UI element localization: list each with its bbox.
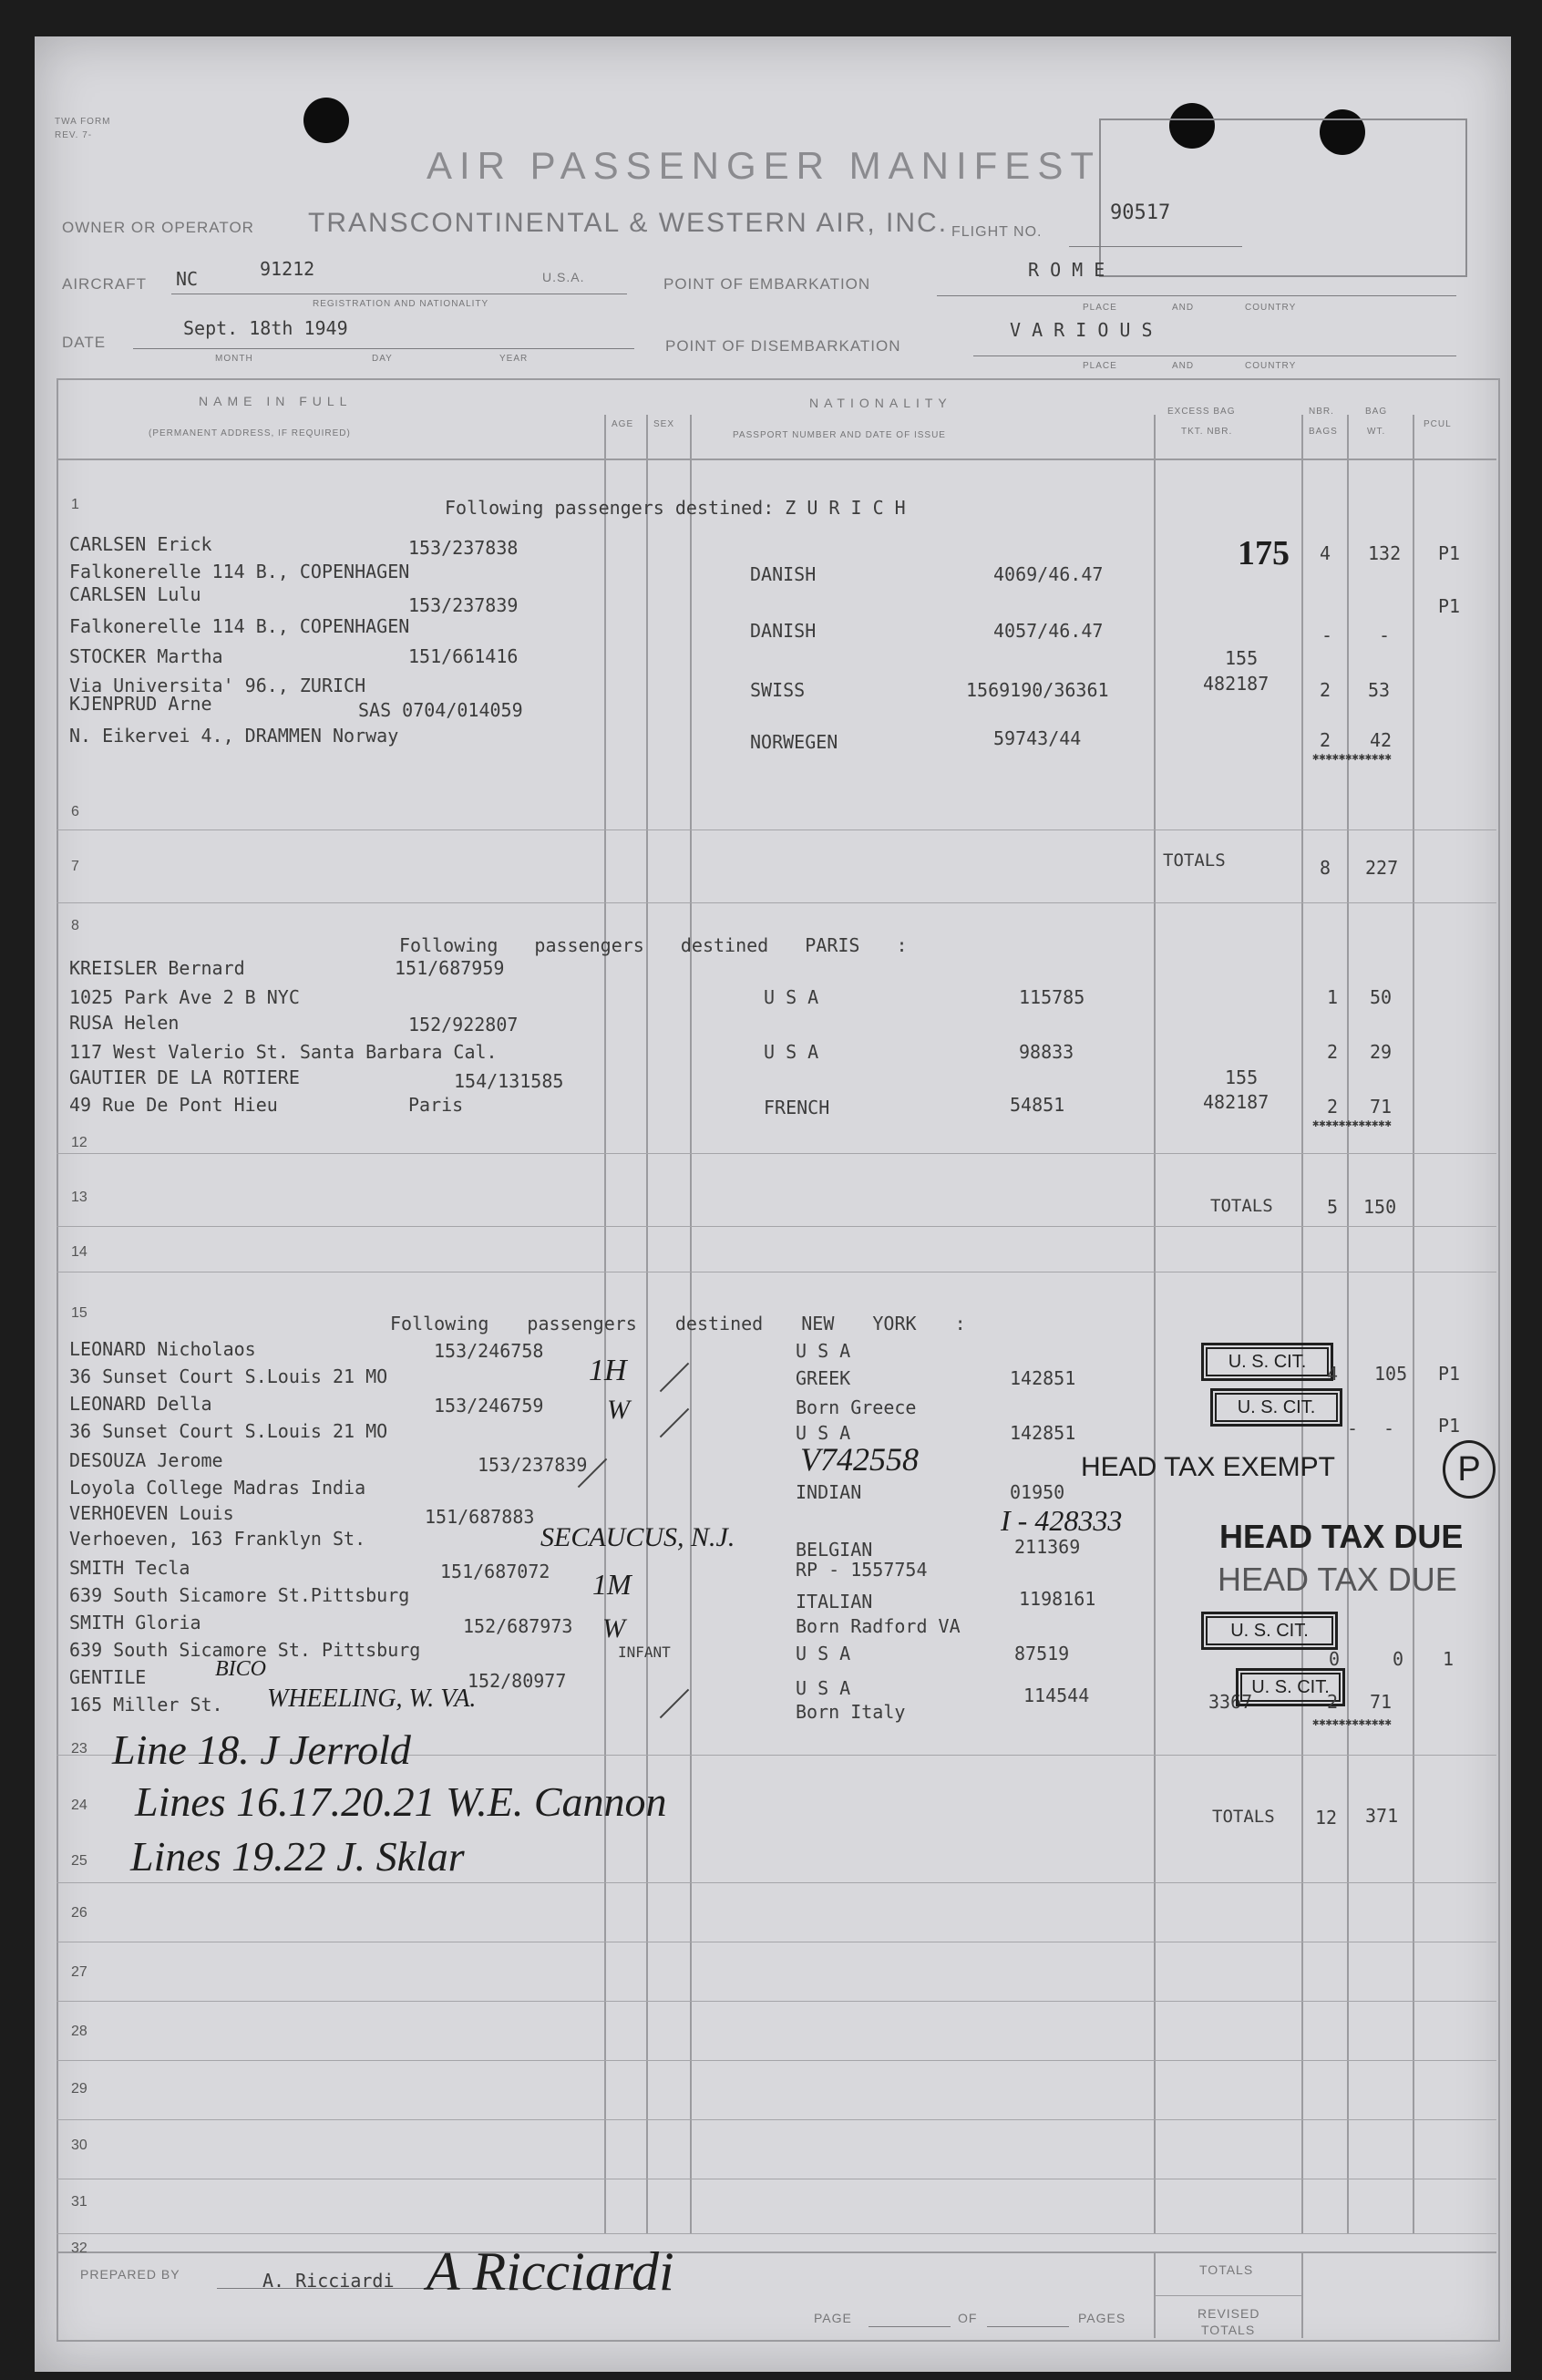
ticket-number: 151/687072	[440, 1561, 550, 1582]
day-label: DAY	[372, 354, 393, 364]
col-header-name-sub: (PERMANENT ADDRESS, IF REQUIRED)	[149, 428, 351, 438]
passenger-name: GAUTIER DE LA ROTIERE	[69, 1066, 300, 1088]
newyork-heading: Following passengers destined NEW YORK :	[390, 1313, 966, 1334]
line-number: 32	[71, 2241, 87, 2256]
line-number: 28	[71, 2024, 87, 2039]
line-number: 6	[71, 804, 79, 819]
nationality: Born Italy	[796, 1701, 906, 1723]
col-header-name: NAME IN FULL	[199, 394, 353, 408]
row-rule	[57, 1153, 1496, 1154]
star-separator: ✱✱✱✱✱✱✱✱✱✱✱✱	[1312, 1715, 1392, 1728]
totals-weight: 371	[1365, 1805, 1399, 1827]
nationality: U S A	[796, 1677, 851, 1699]
handwritten-mark: 1M	[592, 1568, 632, 1601]
handwritten-passport: I - 428333	[1001, 1504, 1123, 1537]
line-number: 15	[71, 1305, 87, 1321]
ticket-number: 153/237839	[478, 1454, 588, 1476]
date-value: Sept. 18th 1949	[183, 317, 348, 339]
totals-weight: 227	[1365, 857, 1399, 879]
passport-number: 98833	[1019, 1041, 1074, 1063]
nationality: U S A	[764, 986, 819, 1008]
passenger-address: 49 Rue De Pont Hieu	[69, 1094, 278, 1116]
line-number: 26	[71, 1905, 87, 1921]
prepared-by-label: PREPARED BY	[80, 2267, 180, 2282]
nationality: FRENCH	[764, 1097, 830, 1118]
bag-weight: 29	[1370, 1041, 1393, 1063]
flight-box	[1099, 118, 1467, 277]
passenger-address: 165 Miller St.	[69, 1694, 223, 1715]
line-number: 29	[71, 2081, 87, 2097]
bag-count: 0	[1329, 1648, 1341, 1670]
passenger-name: KREISLER Bernard	[69, 957, 245, 979]
of-underline	[987, 2326, 1069, 2327]
totals-bags: 5	[1327, 1196, 1339, 1218]
handwritten-city: SECAUCUS, N.J.	[540, 1522, 735, 1552]
footer-line	[57, 2251, 1496, 2253]
head-tax-due-stamp: HEAD TAX DUE	[1218, 1561, 1457, 1598]
disembark-underline	[973, 355, 1456, 356]
handwritten-mark: W	[607, 1395, 630, 1425]
ticket-number: SAS 0704/014059	[358, 699, 523, 721]
nationality: ITALIAN	[796, 1591, 873, 1612]
nationality: DANISH	[750, 563, 817, 585]
line-number: 24	[71, 1798, 87, 1813]
bag-count: 2	[1320, 679, 1331, 701]
pcul-code: P1	[1438, 1415, 1461, 1437]
col-rule	[1154, 415, 1156, 2233]
excess-bag-number: 155	[1225, 647, 1259, 669]
disembark-label: POINT OF DISEMBARKATION	[665, 337, 901, 355]
handwritten-note: Lines 16.17.20.21 W.E. Cannon	[135, 1778, 667, 1825]
ticket-number: 151/661416	[408, 645, 519, 667]
handwritten-note: Lines 19.22 J. Sklar	[130, 1833, 465, 1880]
passenger-name: CARLSEN Erick	[69, 533, 212, 555]
owner-value: TRANSCONTINENTAL & WESTERN AIR, INC.	[308, 208, 949, 238]
disembark-place: PLACE	[1083, 361, 1117, 371]
revised-label: REVISED	[1198, 2306, 1260, 2321]
disembark-country: COUNTRY	[1245, 361, 1297, 371]
line-number: 13	[71, 1190, 87, 1205]
page-underline	[869, 2326, 951, 2327]
handwritten-mark: 1H	[589, 1354, 627, 1387]
bag-count: 1	[1327, 986, 1339, 1008]
excess-bag-number: 175	[1238, 534, 1290, 572]
passenger-name: DESOUZA Jerome	[69, 1449, 223, 1471]
line-number: 30	[71, 2138, 87, 2153]
passport-number: 142851	[1010, 1422, 1076, 1444]
passenger-address: 36 Sunset Court S.Louis 21 MO	[69, 1365, 388, 1387]
nationality: U S A	[796, 1643, 851, 1664]
zurich-heading: Following passengers destined: Z U R I C H	[445, 497, 906, 519]
line-number: 1	[71, 497, 79, 512]
col-header-excess-1: EXCESS BAG	[1167, 407, 1236, 417]
aircraft-nationality: U.S.A.	[542, 270, 585, 284]
col-header-pcul: PCUL	[1424, 419, 1452, 429]
date-underline	[133, 348, 634, 349]
embark-place: PLACE	[1083, 303, 1117, 313]
passport-number: 1198161	[1019, 1588, 1096, 1610]
flight-underline	[1069, 246, 1242, 247]
bag-count: -	[1347, 1417, 1359, 1439]
passenger-name: VERHOEVEN Louis	[69, 1502, 234, 1524]
line-number: 31	[71, 2194, 87, 2210]
us-citizen-stamp: U. S. CIT.	[1201, 1612, 1338, 1650]
passport-number: 4057/46.47	[993, 620, 1104, 642]
embark-country: COUNTRY	[1245, 303, 1297, 313]
line-number: 23	[71, 1741, 87, 1757]
bag-weight: 0	[1393, 1648, 1404, 1670]
aircraft-reg: NC	[176, 268, 199, 290]
handwritten-first-name: BICO	[215, 1657, 266, 1681]
ticket-number: 152/80977	[468, 1670, 567, 1692]
row-rule	[57, 2060, 1496, 2061]
ticket-number: 153/246758	[434, 1340, 544, 1362]
year-label: YEAR	[499, 354, 529, 364]
bag-weight: -	[1383, 1417, 1395, 1439]
head-tax-exempt-stamp: HEAD TAX EXEMPT	[1081, 1452, 1335, 1482]
star-separator: ✱✱✱✱✱✱✱✱✱✱✱✱	[1312, 750, 1392, 763]
embark-and: AND	[1172, 303, 1195, 313]
col-header-age: AGE	[612, 419, 634, 429]
nationality: DANISH	[750, 620, 817, 642]
passport-number: 4069/46.47	[993, 563, 1104, 585]
pages-label: PAGES	[1078, 2311, 1126, 2325]
footer-line	[1154, 2295, 1301, 2296]
col-rule	[1301, 2251, 1303, 2338]
head-tax-due-stamp: HEAD TAX DUE	[1219, 1518, 1464, 1555]
col-header-wt-2: WT.	[1367, 427, 1386, 437]
footer-totals-label: TOTALS	[1199, 2262, 1254, 2277]
passenger-name: SMITH Tecla	[69, 1557, 190, 1579]
bag-weight: 132	[1368, 542, 1402, 564]
line-number: 25	[71, 1853, 87, 1869]
embark-underline	[937, 295, 1456, 296]
line-number: 27	[71, 1964, 87, 1980]
bag-count: 4	[1327, 1363, 1339, 1385]
row-rule	[57, 1882, 1496, 1883]
bag-weight: 42	[1370, 729, 1393, 751]
bag-weight: 71	[1370, 1096, 1393, 1118]
passport-number: 115785	[1019, 986, 1085, 1008]
manifest-title: AIR PASSENGER MANIFEST	[427, 144, 1101, 187]
passport-number: 1569190/36361	[966, 679, 1109, 701]
aircraft-number: 91212	[260, 258, 315, 280]
pcul-code: P1	[1438, 542, 1461, 564]
us-citizen-stamp: U. S. CIT.	[1236, 1668, 1345, 1706]
nationality: Born Greece	[796, 1396, 917, 1418]
totals-label: TOTALS	[1210, 1196, 1273, 1216]
bag-count: 2	[1327, 1041, 1339, 1063]
excess-bag-number: 155	[1225, 1066, 1259, 1088]
ticket-number: 152/687973	[463, 1615, 573, 1637]
passenger-address: 1025 Park Ave 2 B NYC	[69, 986, 300, 1008]
totals-bags: 8	[1320, 857, 1331, 879]
form-code: TWA FORM	[55, 117, 111, 127]
handwritten-note: Line 18. J Jerrold	[112, 1726, 411, 1773]
passenger-address: N. Eikervei 4., DRAMMEN Norway	[69, 725, 399, 747]
passenger-name: KJENPRUD Arne	[69, 693, 212, 715]
month-label: MONTH	[215, 354, 253, 364]
punch-hole	[303, 98, 349, 143]
embark-value: R O M E	[1028, 259, 1105, 281]
handwritten-passport: V742558	[800, 1441, 919, 1478]
nationality: U S A	[764, 1041, 819, 1063]
p-circle-stamp: P	[1443, 1440, 1496, 1499]
passenger-name: LEONARD Della	[69, 1393, 212, 1415]
passenger-address: 639 South Sicamore St. Pittsburg	[69, 1639, 421, 1661]
bag-weight: 71	[1370, 1691, 1393, 1713]
col-rule	[1347, 415, 1349, 2233]
totals-label: TOTALS	[1163, 850, 1226, 871]
excess-bag-number: 482187	[1203, 673, 1270, 695]
disembark-and: AND	[1172, 361, 1195, 371]
passenger-address: Via Universita' 96., ZURICH	[69, 675, 366, 696]
nationality: Born Radford VA	[796, 1615, 961, 1637]
preparer-signature: A Ricciardi	[427, 2241, 674, 2302]
row-rule	[57, 2001, 1496, 2002]
row-rule	[57, 2119, 1496, 2120]
passenger-address: 117 West Valerio St. Santa Barbara Cal.	[69, 1041, 498, 1063]
passenger-address: Verhoeven, 163 Franklyn St.	[69, 1528, 366, 1550]
passenger-name: STOCKER Martha	[69, 645, 223, 667]
ticket-number: 154/131585	[454, 1070, 564, 1092]
passenger-name: LEONARD Nicholaos	[69, 1338, 256, 1360]
col-header-bags-1: NBR.	[1309, 407, 1334, 417]
passport-number: 142851	[1010, 1367, 1076, 1389]
totals-weight: 150	[1363, 1196, 1397, 1218]
passport-number: 114544	[1023, 1685, 1090, 1706]
col-header-excess-2: TKT. NBR.	[1181, 427, 1233, 437]
revised-totals-label: TOTALS	[1201, 2323, 1256, 2337]
aircraft-label: AIRCRAFT	[62, 275, 147, 293]
handwritten-city: WHEELING, W. VA.	[267, 1685, 477, 1713]
line-number: 12	[71, 1135, 87, 1150]
passport-number: 01950	[1010, 1481, 1065, 1503]
line-number: 7	[71, 859, 79, 874]
row-rule	[57, 829, 1496, 830]
pcul-code: 1	[1443, 1648, 1455, 1670]
nationality: U S A	[796, 1340, 851, 1362]
col-header-nationality: NATIONALITY	[809, 396, 952, 410]
col-rule	[1413, 415, 1414, 2233]
flight-number: 90517	[1110, 201, 1171, 224]
row-rule	[57, 902, 1496, 903]
passport-number: 59743/44	[993, 727, 1082, 749]
of-label: OF	[958, 2311, 978, 2325]
us-citizen-stamp: U. S. CIT.	[1201, 1343, 1333, 1381]
bag-count: 2	[1327, 1691, 1339, 1713]
ticket-number: 153/246759	[434, 1395, 544, 1417]
pcul-code: P1	[1438, 595, 1461, 617]
prepared-by-name: A. Ricciardi	[262, 2270, 395, 2292]
col-header-bags-2: BAGS	[1309, 427, 1338, 437]
bag-count: -	[1321, 624, 1333, 646]
passenger-name: SMITH Gloria	[69, 1612, 201, 1633]
paris-heading: Following passengers destined PARIS :	[399, 934, 908, 956]
col-header-sex: SEX	[653, 419, 675, 429]
nationality: RP - 1557754	[796, 1559, 928, 1581]
passenger-name: RUSA Helen	[69, 1012, 180, 1034]
handwritten-mark: W	[602, 1613, 625, 1643]
nationality: U S A	[796, 1422, 851, 1444]
passport-number: 87519	[1014, 1643, 1070, 1664]
us-citizen-stamp: U. S. CIT.	[1210, 1388, 1342, 1427]
ticket-number: 152/922807	[408, 1014, 519, 1035]
bag-weight: -	[1379, 624, 1391, 646]
age-value: INFANT	[618, 1643, 671, 1661]
passenger-address: 639 South Sicamore St.Pittsburg	[69, 1584, 410, 1606]
col-rule	[1301, 415, 1303, 2233]
bag-count: 2	[1320, 729, 1331, 751]
bag-count: 2	[1327, 1096, 1339, 1118]
line-number: 14	[71, 1244, 87, 1260]
star-separator: ✱✱✱✱✱✱✱✱✱✱✱✱	[1312, 1117, 1392, 1129]
passenger-address: Falkonerelle 114 B., COPENHAGEN	[69, 615, 410, 637]
nationality: INDIAN	[796, 1481, 862, 1503]
nationality: GREEK	[796, 1367, 851, 1389]
row-rule	[57, 2233, 1496, 2234]
passenger-name: CARLSEN Lulu	[69, 583, 201, 605]
passenger-address: Loyola College Madras India	[69, 1477, 366, 1499]
bag-weight: 53	[1368, 679, 1391, 701]
excess-bag-number: 482187	[1203, 1091, 1270, 1113]
passenger-address: 36 Sunset Court S.Louis 21 MO	[69, 1420, 388, 1442]
disembark-value: V A R I O U S	[1010, 319, 1153, 341]
row-rule	[57, 1226, 1496, 1227]
totals-bags: 12	[1315, 1807, 1338, 1829]
passport-number: 211369	[1014, 1536, 1081, 1558]
nationality: BELGIAN	[796, 1539, 873, 1561]
flight-label: FLIGHT NO.	[951, 224, 1043, 240]
bag-count: 4	[1320, 542, 1331, 564]
nationality: SWISS	[750, 679, 806, 701]
registration-sublabel: REGISTRATION AND NATIONALITY	[313, 299, 489, 309]
ticket-number: 153/237839	[408, 594, 519, 616]
excess-bag-number: 3367	[1208, 1691, 1253, 1713]
owner-label: OWNER OR OPERATOR	[62, 219, 254, 236]
nationality: NORWEGEN	[750, 731, 838, 753]
passenger-name: GENTILE	[69, 1666, 147, 1688]
page-label: PAGE	[814, 2311, 852, 2325]
passenger-address: Falkonerelle 114 B., COPENHAGEN	[69, 561, 410, 582]
form-rev: REV. 7-	[55, 130, 93, 140]
manifest-sheet	[35, 36, 1511, 2372]
bag-weight: 105	[1374, 1363, 1408, 1385]
ticket-number: 151/687959	[395, 957, 505, 979]
ticket-number: 153/237838	[408, 537, 519, 559]
passenger-city: Paris	[408, 1094, 464, 1116]
passport-number: 54851	[1010, 1094, 1065, 1116]
header-bottom-line	[57, 458, 1496, 460]
totals-label: TOTALS	[1212, 1807, 1275, 1827]
ticket-number: 151/687883	[425, 1506, 535, 1528]
date-label: DATE	[62, 334, 107, 351]
col-header-passport: PASSPORT NUMBER AND DATE OF ISSUE	[733, 430, 946, 440]
col-header-wt-1: BAG	[1365, 407, 1388, 417]
bag-weight: 50	[1370, 986, 1393, 1008]
pcul-code: P1	[1438, 1363, 1461, 1385]
embark-label: POINT OF EMBARKATION	[663, 275, 871, 293]
line-number: 8	[71, 918, 79, 933]
